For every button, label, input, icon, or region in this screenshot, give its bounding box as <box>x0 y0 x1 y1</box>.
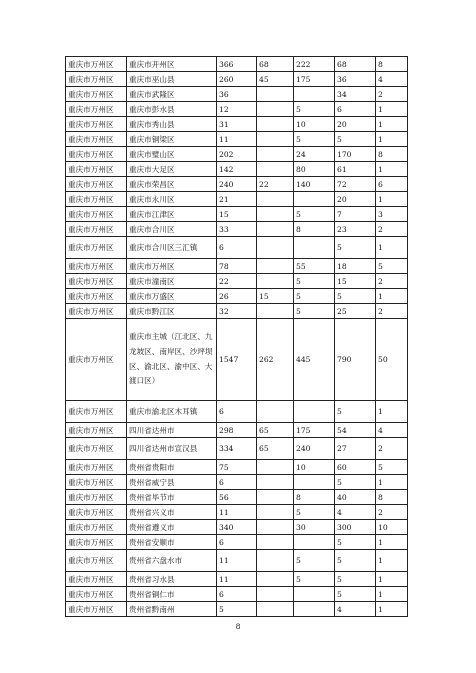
total-cell: 334 <box>217 438 257 460</box>
col2-cell <box>257 117 294 132</box>
origin-cell: 重庆市万州区 <box>66 177 127 192</box>
total-cell: 26 <box>217 289 257 304</box>
col5-cell: 1 <box>376 237 408 259</box>
col5-cell: 5 <box>376 259 408 274</box>
table-row <box>66 274 408 289</box>
col2-cell <box>257 274 294 289</box>
col3-cell: 5 <box>294 102 335 117</box>
total-cell: 340 <box>217 520 257 535</box>
col4-cell: 5 <box>335 535 376 550</box>
destination-cell: 重庆市万州区 <box>127 259 217 274</box>
table-row <box>66 401 408 423</box>
col5-cell: 1 <box>376 475 408 490</box>
col4-cell: 18 <box>335 259 376 274</box>
total-cell: 240 <box>217 177 257 192</box>
col2-cell <box>257 132 294 147</box>
destination-cell: 重庆市彭水县 <box>127 102 217 117</box>
table-row <box>66 147 408 162</box>
total-cell: 11 <box>217 572 257 587</box>
col3-cell: 5 <box>294 289 335 304</box>
col2-cell <box>257 237 294 259</box>
col4-cell: 60 <box>335 460 376 475</box>
col3-cell <box>294 535 335 550</box>
col4-cell: 5 <box>335 550 376 572</box>
col3-cell: 5 <box>294 572 335 587</box>
destination-cell: 贵州省兴义市 <box>127 505 217 520</box>
table-row <box>66 207 408 222</box>
origin-cell: 重庆市万州区 <box>66 162 127 177</box>
col2-cell <box>257 259 294 274</box>
origin-cell: 重庆市万州区 <box>66 207 127 222</box>
origin-cell: 重庆市万州区 <box>66 102 127 117</box>
col5-cell: 8 <box>376 490 408 505</box>
destination-cell: 重庆市万盛区 <box>127 289 217 304</box>
col2-cell <box>257 304 294 319</box>
total-cell: 75 <box>217 460 257 475</box>
table-row <box>66 117 408 132</box>
col5-cell: 2 <box>376 438 408 460</box>
col4-cell: 15 <box>335 274 376 289</box>
col5-cell: 8 <box>376 147 408 162</box>
col4-cell: 5 <box>335 237 376 259</box>
col3-cell: 8 <box>294 222 335 237</box>
col4-cell: 300 <box>335 520 376 535</box>
col5-cell: 1 <box>376 289 408 304</box>
origin-cell: 重庆市万州区 <box>66 132 127 147</box>
col5-cell: 1 <box>376 102 408 117</box>
col2-cell <box>257 222 294 237</box>
total-cell: 1547 <box>217 319 257 401</box>
total-cell: 6 <box>217 237 257 259</box>
col4-cell: 5 <box>335 401 376 423</box>
table-row <box>66 289 408 304</box>
col2-cell <box>257 572 294 587</box>
total-cell: 12 <box>217 102 257 117</box>
col5-cell: 1 <box>376 192 408 207</box>
table-row <box>66 237 408 259</box>
col4-cell: 4 <box>335 505 376 520</box>
col3-cell: 80 <box>294 162 335 177</box>
col3-cell <box>294 401 335 423</box>
destination-cell: 重庆市渝北区木耳镇 <box>127 401 217 423</box>
table-row <box>66 162 408 177</box>
col2-cell <box>257 401 294 423</box>
destination-cell: 四川省达州市 <box>127 423 217 438</box>
col5-cell: 1 <box>376 535 408 550</box>
total-cell: 36 <box>217 87 257 102</box>
col2-cell: 65 <box>257 423 294 438</box>
col3-cell: 10 <box>294 117 335 132</box>
origin-cell: 重庆市万州区 <box>66 438 127 460</box>
table-row <box>66 304 408 319</box>
table-row <box>66 57 408 72</box>
col2-cell: 262 <box>257 319 294 401</box>
table-row <box>66 259 408 274</box>
origin-cell: 重庆市万州区 <box>66 222 127 237</box>
table-row <box>66 602 408 617</box>
table-row <box>66 319 408 401</box>
col2-cell <box>257 587 294 602</box>
destination-cell: 贵州省遵义市 <box>127 520 217 535</box>
col4-cell: 5 <box>335 587 376 602</box>
col5-cell: 1 <box>376 401 408 423</box>
origin-cell: 重庆市万州区 <box>66 572 127 587</box>
total-cell: 32 <box>217 304 257 319</box>
origin-cell: 重庆市万州区 <box>66 274 127 289</box>
col4-cell: 27 <box>335 438 376 460</box>
col4-cell: 5 <box>335 289 376 304</box>
table-row <box>66 535 408 550</box>
data-table <box>65 56 408 617</box>
destination-cell: 重庆市大足区 <box>127 162 217 177</box>
table-row <box>66 520 408 535</box>
col5-cell: 2 <box>376 222 408 237</box>
col5-cell: 4 <box>376 72 408 87</box>
col3-cell: 5 <box>294 304 335 319</box>
col4-cell: 40 <box>335 490 376 505</box>
col3-cell: 445 <box>294 319 335 401</box>
table-row <box>66 222 408 237</box>
col4-cell: 25 <box>335 304 376 319</box>
table-row <box>66 460 408 475</box>
col3-cell: 5 <box>294 207 335 222</box>
col3-cell <box>294 475 335 490</box>
col2-cell: 15 <box>257 289 294 304</box>
origin-cell: 重庆市万州区 <box>66 117 127 132</box>
origin-cell: 重庆市万州区 <box>66 237 127 259</box>
origin-cell: 重庆市万州区 <box>66 520 127 535</box>
col3-cell: 24 <box>294 147 335 162</box>
destination-cell: 四川省达州市宣汉县 <box>127 438 217 460</box>
col2-cell <box>257 207 294 222</box>
col4-cell: 7 <box>335 207 376 222</box>
col4-cell: 20 <box>335 117 376 132</box>
col3-cell: 175 <box>294 423 335 438</box>
col5-cell: 1 <box>376 550 408 572</box>
col4-cell: 68 <box>335 57 376 72</box>
destination-cell: 重庆市璧山区 <box>127 147 217 162</box>
origin-cell: 重庆市万州区 <box>66 550 127 572</box>
col3-cell: 175 <box>294 72 335 87</box>
col3-cell <box>294 87 335 102</box>
destination-cell: 重庆市巫山县 <box>127 72 217 87</box>
total-cell: 78 <box>217 259 257 274</box>
total-cell: 11 <box>217 132 257 147</box>
origin-cell: 重庆市万州区 <box>66 319 127 401</box>
total-cell: 6 <box>217 401 257 423</box>
table-row <box>66 572 408 587</box>
total-cell: 31 <box>217 117 257 132</box>
col2-cell: 22 <box>257 177 294 192</box>
origin-cell: 重庆市万州区 <box>66 460 127 475</box>
destination-cell: 贵州省毕节市 <box>127 490 217 505</box>
col5-cell: 5 <box>376 460 408 475</box>
col3-cell: 55 <box>294 259 335 274</box>
total-cell: 6 <box>217 587 257 602</box>
col2-cell <box>257 520 294 535</box>
col3-cell: 30 <box>294 520 335 535</box>
col2-cell <box>257 102 294 117</box>
destination-cell: 贵州省铜仁市 <box>127 587 217 602</box>
col4-cell: 36 <box>335 72 376 87</box>
destination-cell: 贵州省六盘水市 <box>127 550 217 572</box>
col5-cell: 50 <box>376 319 408 401</box>
col2-cell <box>257 162 294 177</box>
destination-cell: 重庆市江津区 <box>127 207 217 222</box>
col3-cell <box>294 587 335 602</box>
table-row <box>66 550 408 572</box>
total-cell: 142 <box>217 162 257 177</box>
total-cell: 33 <box>217 222 257 237</box>
destination-cell: 重庆市武隆区 <box>127 87 217 102</box>
destination-cell: 重庆市合川区三汇镇 <box>127 237 217 259</box>
col3-cell: 10 <box>294 460 335 475</box>
destination-cell: 重庆市主城（江北区、九龙坡区、南岸区、沙坪坝区、渝北区、渝中区、大渡口区） <box>127 319 217 401</box>
origin-cell: 重庆市万州区 <box>66 57 127 72</box>
col4-cell: 20 <box>335 192 376 207</box>
total-cell: 11 <box>217 550 257 572</box>
col5-cell: 10 <box>376 520 408 535</box>
col2-cell: 45 <box>257 72 294 87</box>
total-cell: 6 <box>217 535 257 550</box>
col5-cell: 1 <box>376 162 408 177</box>
col3-cell: 8 <box>294 490 335 505</box>
table-row <box>66 423 408 438</box>
total-cell: 6 <box>217 475 257 490</box>
col4-cell: 4 <box>335 602 376 617</box>
total-cell: 15 <box>217 207 257 222</box>
col5-cell: 4 <box>376 423 408 438</box>
col3-cell <box>294 192 335 207</box>
origin-cell: 重庆市万州区 <box>66 423 127 438</box>
page-number: 8 <box>235 622 241 631</box>
origin-cell: 重庆市万州区 <box>66 259 127 274</box>
col3-cell: 5 <box>294 274 335 289</box>
col3-cell <box>294 237 335 259</box>
total-cell: 202 <box>217 147 257 162</box>
col2-cell: 68 <box>257 57 294 72</box>
destination-cell: 贵州省黔南州 <box>127 602 217 617</box>
origin-cell: 重庆市万州区 <box>66 304 127 319</box>
origin-cell: 重庆市万州区 <box>66 602 127 617</box>
col2-cell <box>257 550 294 572</box>
origin-cell: 重庆市万州区 <box>66 535 127 550</box>
total-cell: 298 <box>217 423 257 438</box>
table-row <box>66 87 408 102</box>
col5-cell: 3 <box>376 207 408 222</box>
col5-cell: 1 <box>376 132 408 147</box>
table-row <box>66 132 408 147</box>
destination-cell: 重庆市荣昌区 <box>127 177 217 192</box>
table-row <box>66 587 408 602</box>
total-cell: 5 <box>217 602 257 617</box>
table-row <box>66 177 408 192</box>
col4-cell: 5 <box>335 475 376 490</box>
col5-cell: 2 <box>376 274 408 289</box>
destination-cell: 贵州省习水县 <box>127 572 217 587</box>
col4-cell: 6 <box>335 102 376 117</box>
destination-cell: 重庆市黔江区 <box>127 304 217 319</box>
col5-cell: 1 <box>376 117 408 132</box>
table-row <box>66 438 408 460</box>
col5-cell: 1 <box>376 602 408 617</box>
origin-cell: 重庆市万州区 <box>66 505 127 520</box>
origin-cell: 重庆市万州区 <box>66 72 127 87</box>
destination-cell: 重庆市秀山县 <box>127 117 217 132</box>
col4-cell: 34 <box>335 87 376 102</box>
table-row <box>66 192 408 207</box>
destination-cell: 贵州省安顺市 <box>127 535 217 550</box>
col4-cell: 5 <box>335 132 376 147</box>
col4-cell: 790 <box>335 319 376 401</box>
col5-cell: 6 <box>376 177 408 192</box>
col2-cell <box>257 535 294 550</box>
table-row <box>66 490 408 505</box>
col5-cell: 8 <box>376 57 408 72</box>
col5-cell: 2 <box>376 304 408 319</box>
col2-cell <box>257 87 294 102</box>
destination-cell: 重庆市开州区 <box>127 57 217 72</box>
col3-cell <box>294 602 335 617</box>
col5-cell: 1 <box>376 587 408 602</box>
table-row <box>66 505 408 520</box>
total-cell: 260 <box>217 72 257 87</box>
col5-cell: 1 <box>376 572 408 587</box>
col4-cell: 72 <box>335 177 376 192</box>
col4-cell: 170 <box>335 147 376 162</box>
col3-cell: 5 <box>294 550 335 572</box>
col2-cell <box>257 602 294 617</box>
origin-cell: 重庆市万州区 <box>66 289 127 304</box>
total-cell: 21 <box>217 192 257 207</box>
col2-cell <box>257 192 294 207</box>
col2-cell <box>257 475 294 490</box>
col2-cell <box>257 460 294 475</box>
col3-cell: 222 <box>294 57 335 72</box>
destination-cell: 贵州省贵阳市 <box>127 460 217 475</box>
col4-cell: 61 <box>335 162 376 177</box>
col5-cell: 2 <box>376 87 408 102</box>
destination-cell: 重庆市合川区 <box>127 222 217 237</box>
origin-cell: 重庆市万州区 <box>66 87 127 102</box>
destination-cell: 贵州省威宁县 <box>127 475 217 490</box>
origin-cell: 重庆市万州区 <box>66 147 127 162</box>
col4-cell: 5 <box>335 572 376 587</box>
destination-cell: 重庆市潼南区 <box>127 274 217 289</box>
total-cell: 11 <box>217 505 257 520</box>
col2-cell <box>257 147 294 162</box>
col4-cell: 23 <box>335 222 376 237</box>
col4-cell: 54 <box>335 423 376 438</box>
origin-cell: 重庆市万州区 <box>66 192 127 207</box>
col3-cell: 5 <box>294 505 335 520</box>
origin-cell: 重庆市万州区 <box>66 401 127 423</box>
col2-cell: 65 <box>257 438 294 460</box>
total-cell: 366 <box>217 57 257 72</box>
col3-cell: 140 <box>294 177 335 192</box>
total-cell: 22 <box>217 274 257 289</box>
origin-cell: 重庆市万州区 <box>66 475 127 490</box>
col3-cell: 5 <box>294 132 335 147</box>
table-row <box>66 102 408 117</box>
col2-cell <box>257 505 294 520</box>
destination-cell: 重庆市铜梁区 <box>127 132 217 147</box>
table-row <box>66 475 408 490</box>
origin-cell: 重庆市万州区 <box>66 587 127 602</box>
origin-cell: 重庆市万州区 <box>66 490 127 505</box>
col2-cell <box>257 490 294 505</box>
table-row <box>66 72 408 87</box>
total-cell: 56 <box>217 490 257 505</box>
col5-cell: 2 <box>376 505 408 520</box>
destination-cell: 重庆市永川区 <box>127 192 217 207</box>
col3-cell: 240 <box>294 438 335 460</box>
